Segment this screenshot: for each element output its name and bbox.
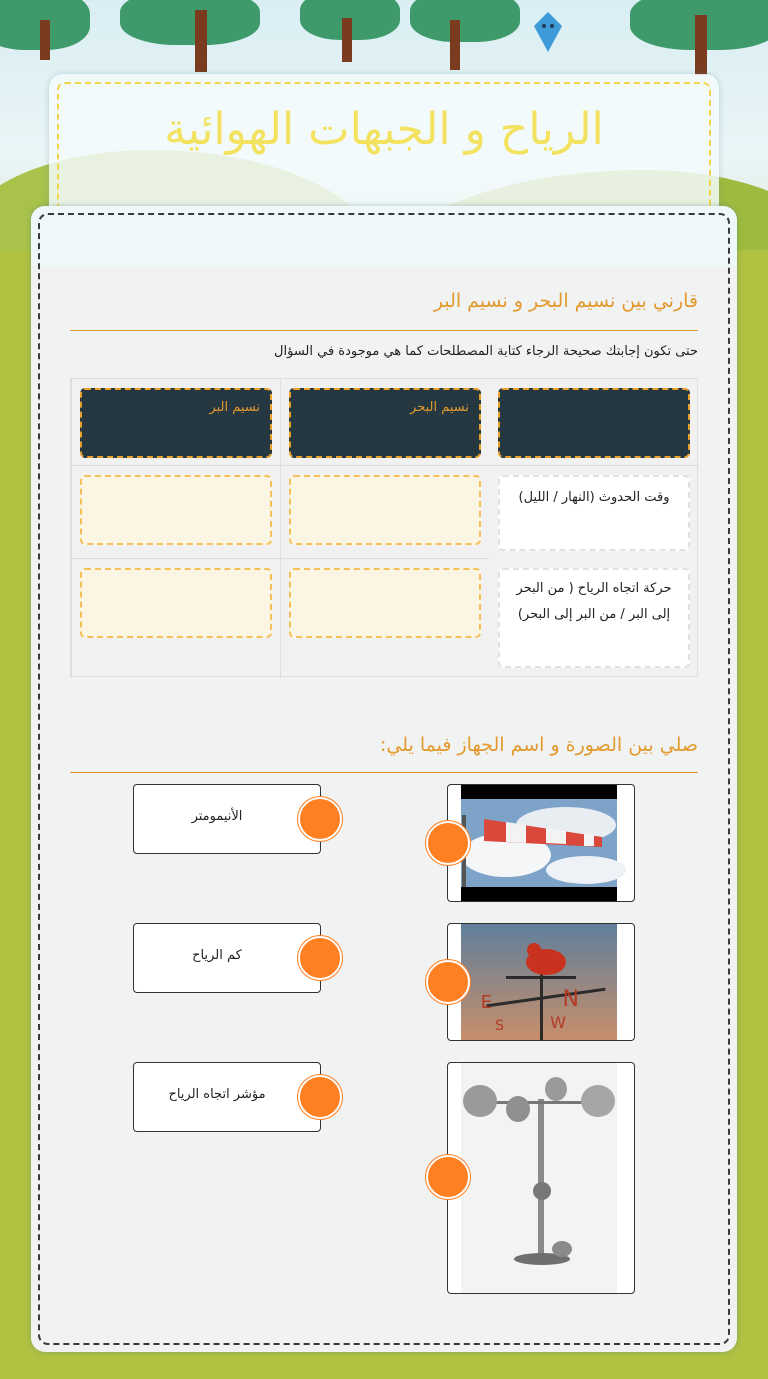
anemometer-image	[447, 1063, 634, 1294]
match-word-label: الأنيمومتر	[191, 809, 243, 824]
word-connector-dot[interactable]	[298, 797, 342, 841]
svg-text:E: E	[480, 992, 492, 1013]
row-label-direction: حركة اتجاه الرياح ( من البحر إلى البر / من البر إلى البحر)	[498, 568, 690, 668]
section1-hint: حتى تكون إجابتك صحيحة الرجاء كتابة المصطلحات كما هي موجودة في السؤال	[274, 344, 698, 359]
svg-text:W: W	[550, 1013, 566, 1032]
section2-divider	[70, 772, 698, 773]
answer-drop-zone[interactable]	[289, 475, 481, 545]
image-connector-dot[interactable]	[426, 960, 470, 1004]
kite-icon	[534, 12, 562, 52]
match-word-label: مؤشر اتجاه الرياح	[168, 1087, 266, 1102]
table-header-sea-breeze: نسيم البحر	[289, 388, 481, 458]
match-image-weather-vane[interactable]	[447, 923, 635, 1041]
comparison-table	[70, 378, 698, 677]
answer-drop-zone[interactable]	[289, 568, 481, 638]
answer-drop-zone[interactable]	[80, 475, 272, 545]
weather-vane-image	[447, 924, 634, 1041]
section2-title: صلي بين الصورة و اسم الجهاز فيما يلي:	[380, 734, 698, 756]
windsock-image	[447, 785, 634, 902]
word-connector-dot[interactable]	[298, 1075, 342, 1119]
image-connector-dot[interactable]	[426, 821, 470, 865]
section1-divider	[70, 330, 698, 331]
table-header-land-breeze: نسيم البر	[80, 388, 272, 458]
match-word-wind-vane[interactable]	[133, 1062, 321, 1132]
row-label-time: وقت الحدوث (النهار / الليل)	[498, 475, 690, 551]
match-image-windsock[interactable]	[447, 784, 635, 902]
page-title: الرياح و الجبهات الهوائية	[164, 104, 604, 155]
title-card	[49, 74, 719, 222]
answer-drop-zone[interactable]	[80, 568, 272, 638]
match-word-label: كم الرياح	[192, 948, 242, 963]
match-image-anemometer[interactable]	[447, 1062, 635, 1294]
word-connector-dot[interactable]	[298, 936, 342, 980]
section1-title: قارني بين نسيم البحر و نسيم البر	[433, 290, 698, 312]
match-word-windsock[interactable]	[133, 923, 321, 993]
table-header-empty	[498, 388, 690, 458]
image-connector-dot[interactable]	[426, 1155, 470, 1199]
svg-text:N: N	[562, 987, 579, 1012]
svg-text:S: S	[495, 1018, 504, 1034]
match-word-anemometer[interactable]	[133, 784, 321, 854]
